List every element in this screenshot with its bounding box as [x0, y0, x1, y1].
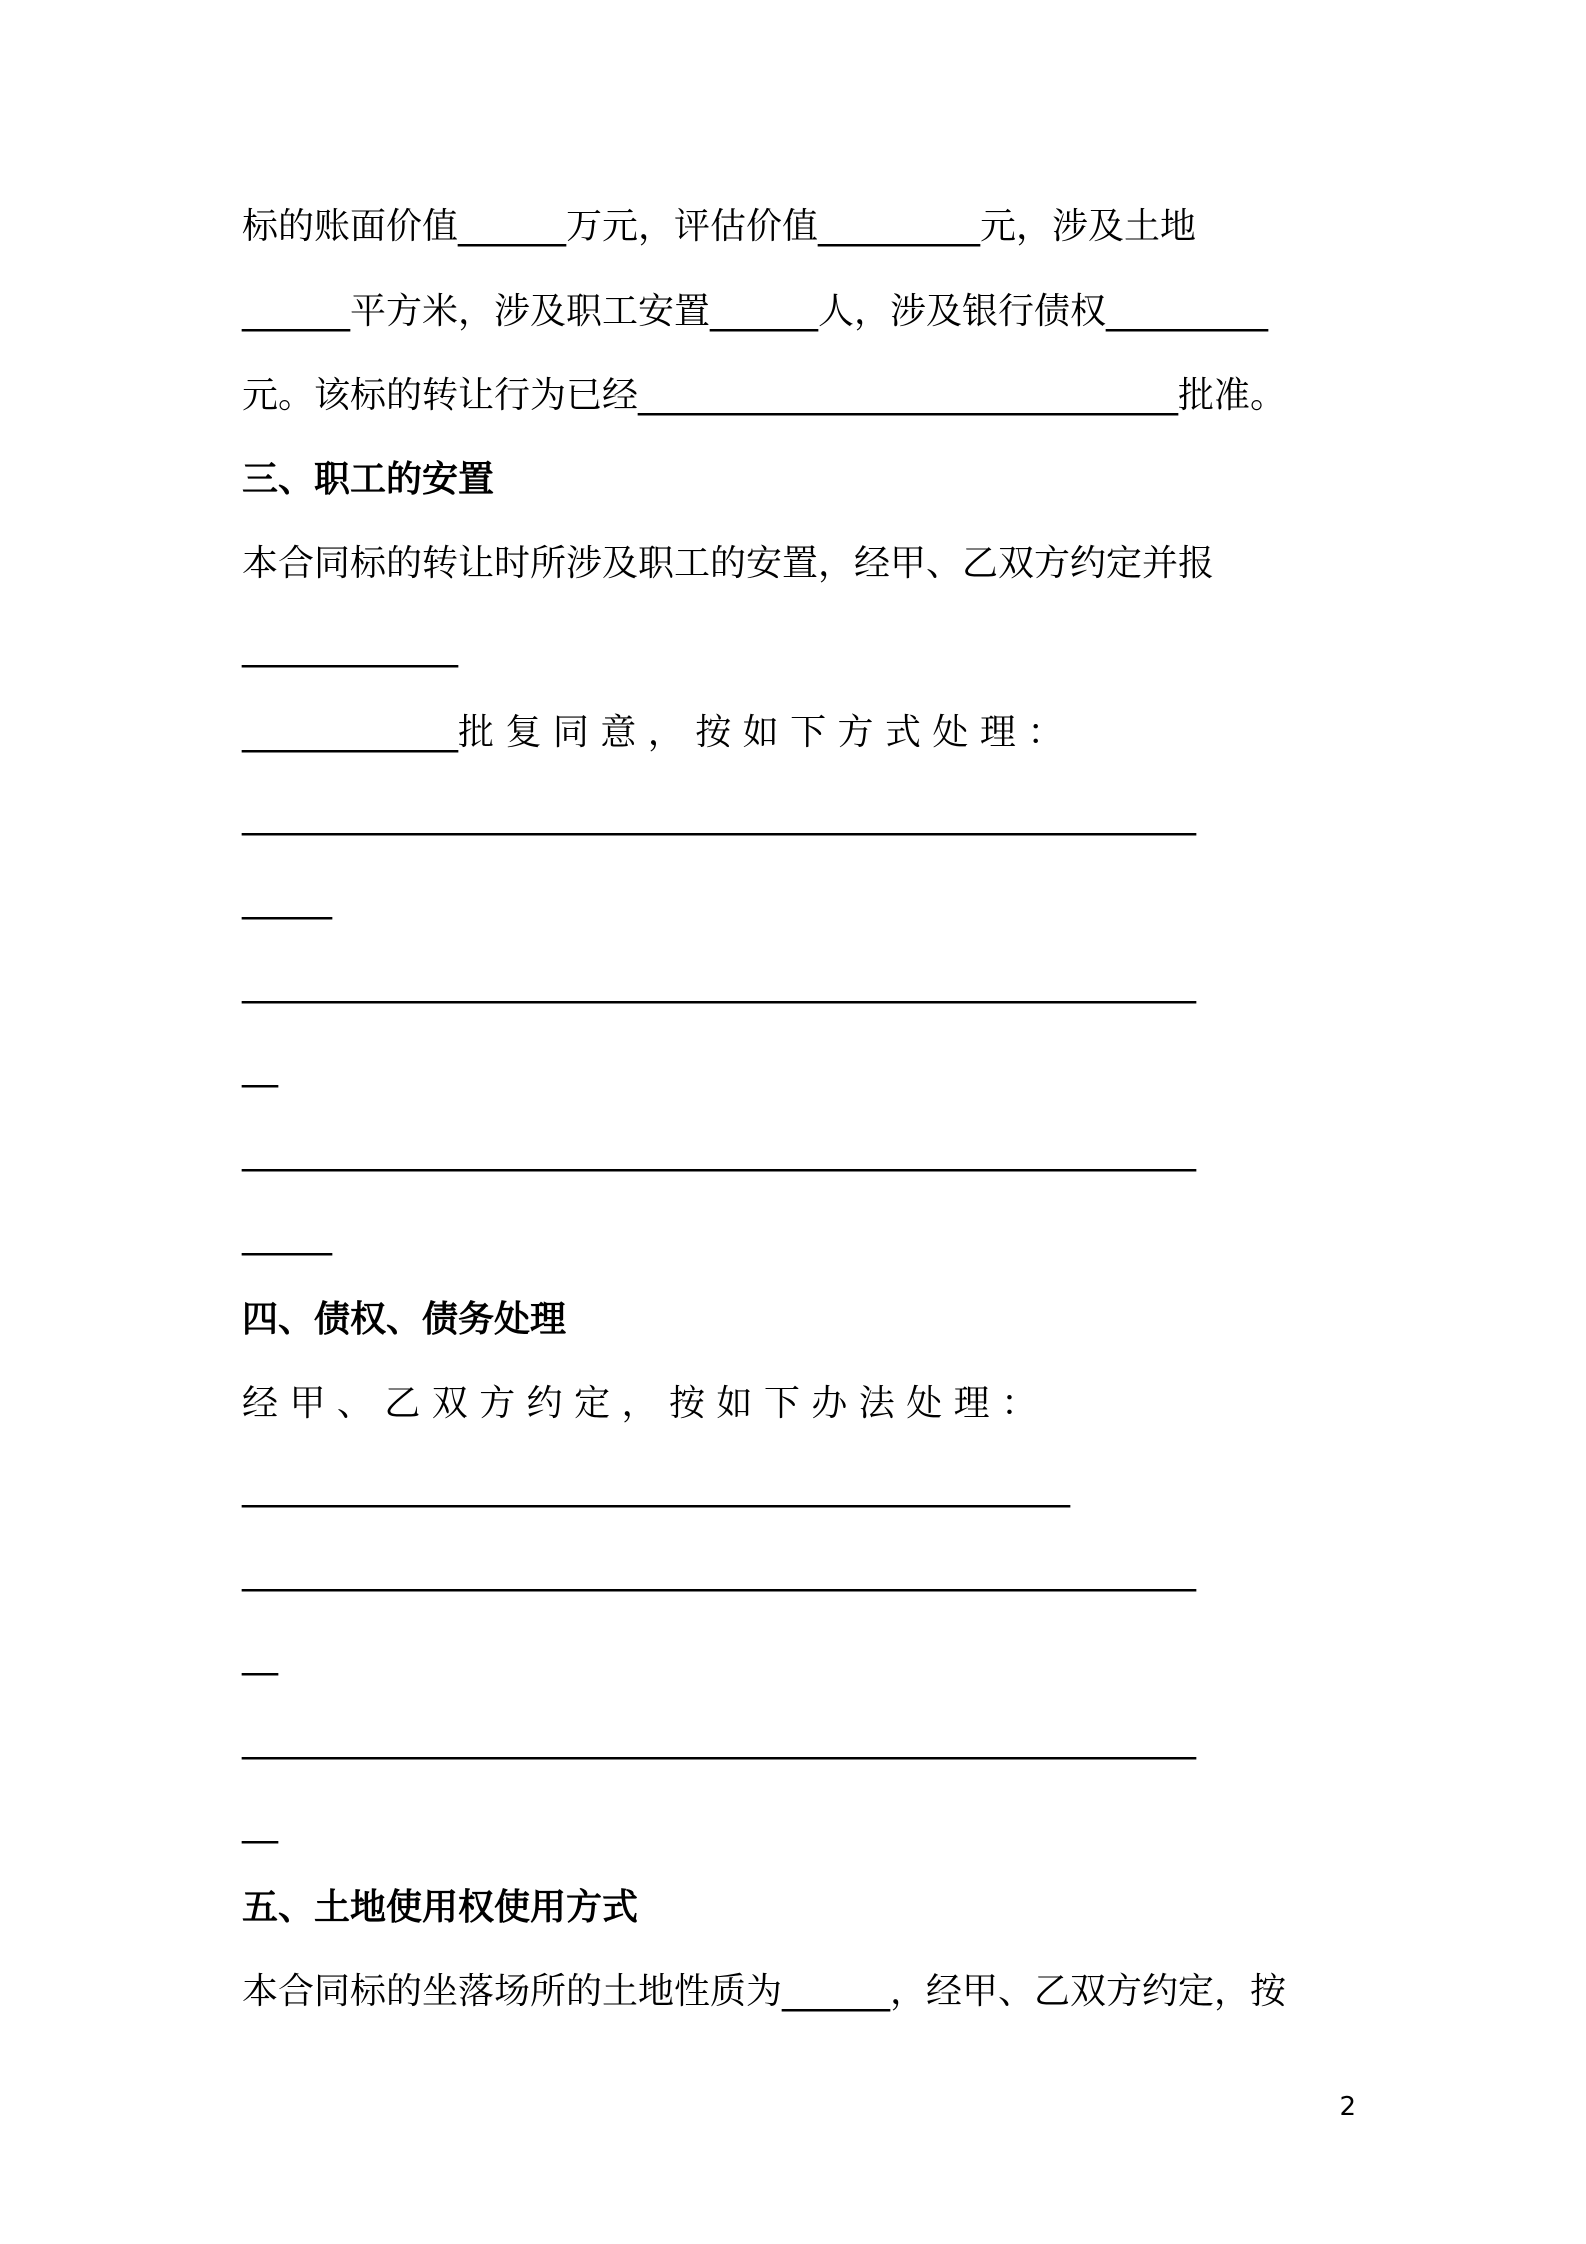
blank-line: _____________________________________________________	[242, 963, 1196, 1004]
blank-line: _____	[242, 879, 332, 920]
blank-line: ____________	[242, 627, 458, 668]
blank-line: ______________________________________________	[242, 1467, 1070, 1508]
section-heading-land-use: 五、土地使用权使用方式	[242, 1887, 639, 1928]
body-line-staff-placement: 本合同标的转让时所涉及职工的安置，经甲、乙双方约定并报	[242, 543, 1215, 584]
section-heading-debts: 四、债权、债务处理	[242, 1299, 567, 1340]
body-line-approval-method: ____________批 复 同 意 ， 按 如 下 方 式 处 理 ：	[242, 712, 1064, 753]
blank-line: _____________________________________________________	[242, 1551, 1196, 1592]
blank-line: _____________________________________________________	[242, 1131, 1196, 1172]
body-line-land-area: ______平方米，涉及职工安置______人，涉及银行债权_________	[242, 291, 1269, 332]
blank-line: __	[242, 1047, 278, 1088]
body-line-book-value: 标的账面价值______万元，评估价值_________元，涉及土地	[242, 206, 1197, 247]
blank-line: _____	[242, 1215, 332, 1256]
blank-line: _____________________________________________________	[242, 1719, 1196, 1760]
body-line-transfer-approval: 元。该标的转让行为已经______________________________批准。	[242, 375, 1287, 416]
body-line-land-nature: 本合同标的坐落场所的土地性质为______，经甲、乙双方约定，按	[242, 1971, 1287, 2012]
blank-line: __	[242, 1803, 278, 1844]
page-number: 2	[1339, 2092, 1356, 2122]
body-line-debt-method: 经 甲 、 乙 双 方 约 定 ， 按 如 下 办 法 处 理 ：	[242, 1383, 1038, 1424]
blank-line: _____________________________________________________	[242, 795, 1196, 836]
section-heading-staff-placement: 三、职工的安置	[242, 459, 495, 500]
blank-line: __	[242, 1635, 278, 1676]
